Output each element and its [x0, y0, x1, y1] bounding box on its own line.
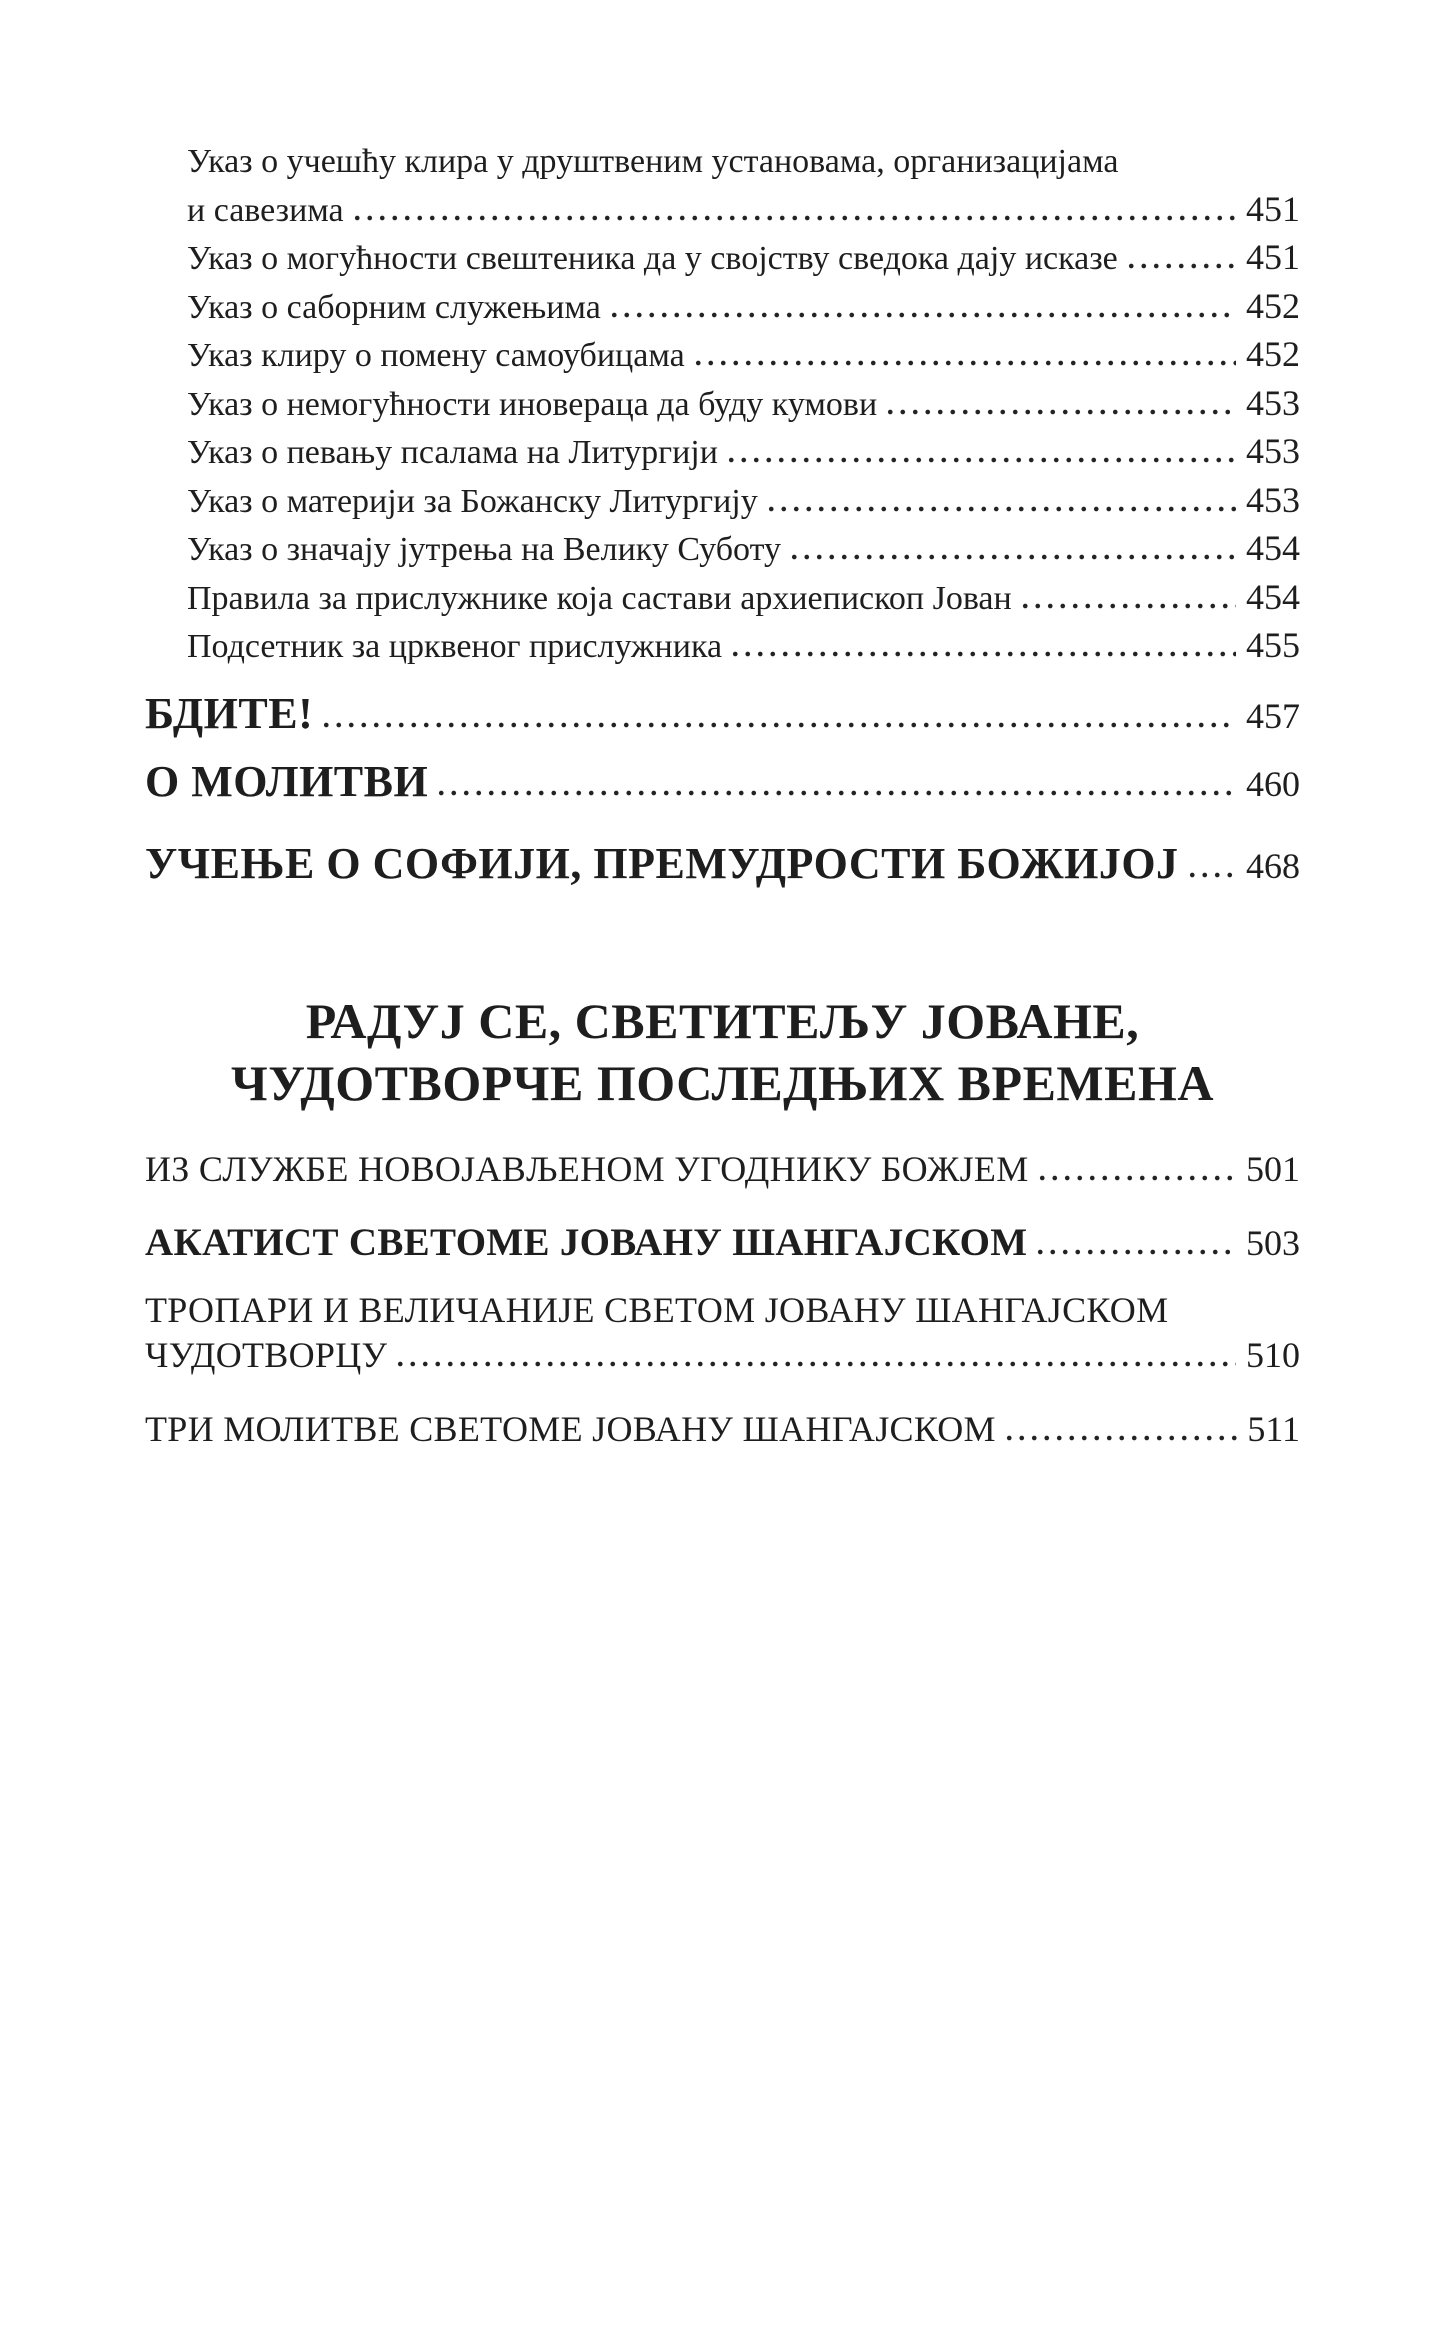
dot-leader [1125, 263, 1236, 269]
section-title: УЧЕЊЕ О СОФИЈИ, ПРЕМУДРОСТИ БОЖИЈОЈ [145, 838, 1179, 888]
entry-text: Указ о учешћу клира у друштвеним установама, организацијама [187, 143, 1119, 180]
entry-text: Указ о могућности свештеника да у својству сведока дају исказе [187, 240, 1118, 277]
entry-text: ТРИ МОЛИТВЕ СВЕТОМЕ ЈОВАНУ ШАНГАЈСКОМ [145, 1408, 996, 1449]
entry-text: ЧУДОТВОРЦУ [145, 1334, 388, 1375]
page-number: 453 [1246, 479, 1300, 520]
page-number: 510 [1246, 1334, 1300, 1375]
section-title: О МОЛИТВИ [145, 756, 429, 806]
page-number: 451 [1246, 188, 1300, 229]
toc-entry [145, 525, 1300, 574]
entry-text: Указ о немогућности иновераца да буду кумови [187, 385, 878, 423]
dot-leader [884, 409, 1236, 415]
toc-entry [145, 138, 1300, 186]
part-entry-tropari [145, 1288, 1300, 1333]
part-entry-tri-molitve [145, 1404, 1300, 1454]
toc-section-ucenje [145, 835, 1300, 895]
toc-entry [145, 622, 1300, 671]
entry-text: Указ о певању псалама на Литургији [187, 434, 718, 471]
toc-entry [145, 331, 1300, 380]
dot-leader [1036, 1175, 1236, 1181]
page-number: 511 [1247, 1408, 1300, 1449]
toc-entry [145, 428, 1300, 477]
page-number: 454 [1246, 528, 1300, 568]
dot-leader [1019, 603, 1236, 609]
entry-text: Указ клиру о помену самоубицама [187, 337, 685, 374]
dot-leader [394, 1361, 1236, 1367]
page-number: 457 [1246, 695, 1300, 736]
part-title-line2: ЧУДОТВОРЧЕ ПОСЛЕДЊИХ ВРЕМЕНА [231, 1054, 1214, 1111]
toc-section-bdite [145, 685, 1300, 745]
page-number: 454 [1246, 576, 1300, 617]
dot-leader [1186, 872, 1236, 878]
toc-entry-list [145, 138, 1300, 671]
toc-entry [145, 477, 1300, 526]
entry-text: и савезима [187, 191, 344, 229]
entry-text: Указ о значају јутрења на Велику Суботу [187, 531, 781, 568]
page-number: 453 [1246, 431, 1300, 471]
entry-text: ИЗ СЛУЖБЕ НОВОЈАВЉЕНОМ УГОДНИКУ БОЖЈЕМ [145, 1148, 1029, 1189]
entry-text: Подсетник за црквеног прислужника [187, 628, 723, 665]
entry-text: Правила за прислужнике која састави архиепископ Јован [187, 579, 1012, 617]
toc-entry [145, 283, 1300, 332]
toc-section-o-molitvi [145, 753, 1300, 813]
toc-entry [145, 380, 1300, 429]
dot-leader [725, 457, 1236, 463]
page-number: 453 [1246, 382, 1300, 423]
page-number: 468 [1246, 845, 1300, 886]
part-entry-tropari-continuation [145, 1333, 1300, 1378]
entry-text: АКАТИСТ СВЕТОМЕ ЈОВАНУ ШАНГАЈСКОМ [145, 1220, 1028, 1264]
part-title-line1: РАДУЈ СЕ, СВЕТИТЕЉУ ЈОВАНЕ, [305, 992, 1140, 1049]
page-number: 460 [1246, 763, 1300, 804]
toc-entry-continuation [145, 186, 1300, 235]
page-number: 455 [1246, 625, 1300, 665]
dot-leader [351, 215, 1236, 221]
entry-text: Указ о саборним служењима [187, 288, 601, 326]
dot-leader [1003, 1435, 1237, 1441]
toc-entry [145, 574, 1300, 623]
page-number: 503 [1246, 1222, 1300, 1263]
page-number: 452 [1246, 285, 1300, 326]
toc-entry [145, 234, 1300, 283]
page-number: 452 [1246, 334, 1300, 374]
entry-text: ТРОПАРИ И ВЕЛИЧАНИЈЕ СВЕТОМ ЈОВАНУ ШАНГАЈСКОМ [145, 1289, 1169, 1330]
part-entry-akatist [145, 1216, 1300, 1270]
entry-text: Указ о материји за Божанску Литургију [187, 482, 758, 520]
dot-leader [692, 360, 1236, 366]
dot-leader [608, 312, 1236, 318]
section-title: БДИТЕ! [145, 688, 314, 738]
part-entry-iz-sluzbe [145, 1144, 1300, 1194]
page-number: 451 [1246, 237, 1300, 277]
part-title-heading [145, 990, 1300, 1114]
dot-leader [729, 651, 1236, 657]
dot-leader [320, 722, 1236, 728]
dot-leader [1034, 1249, 1236, 1255]
dot-leader [765, 506, 1236, 512]
page-number: 501 [1246, 1148, 1300, 1189]
dot-leader [788, 554, 1236, 560]
dot-leader [435, 790, 1236, 796]
